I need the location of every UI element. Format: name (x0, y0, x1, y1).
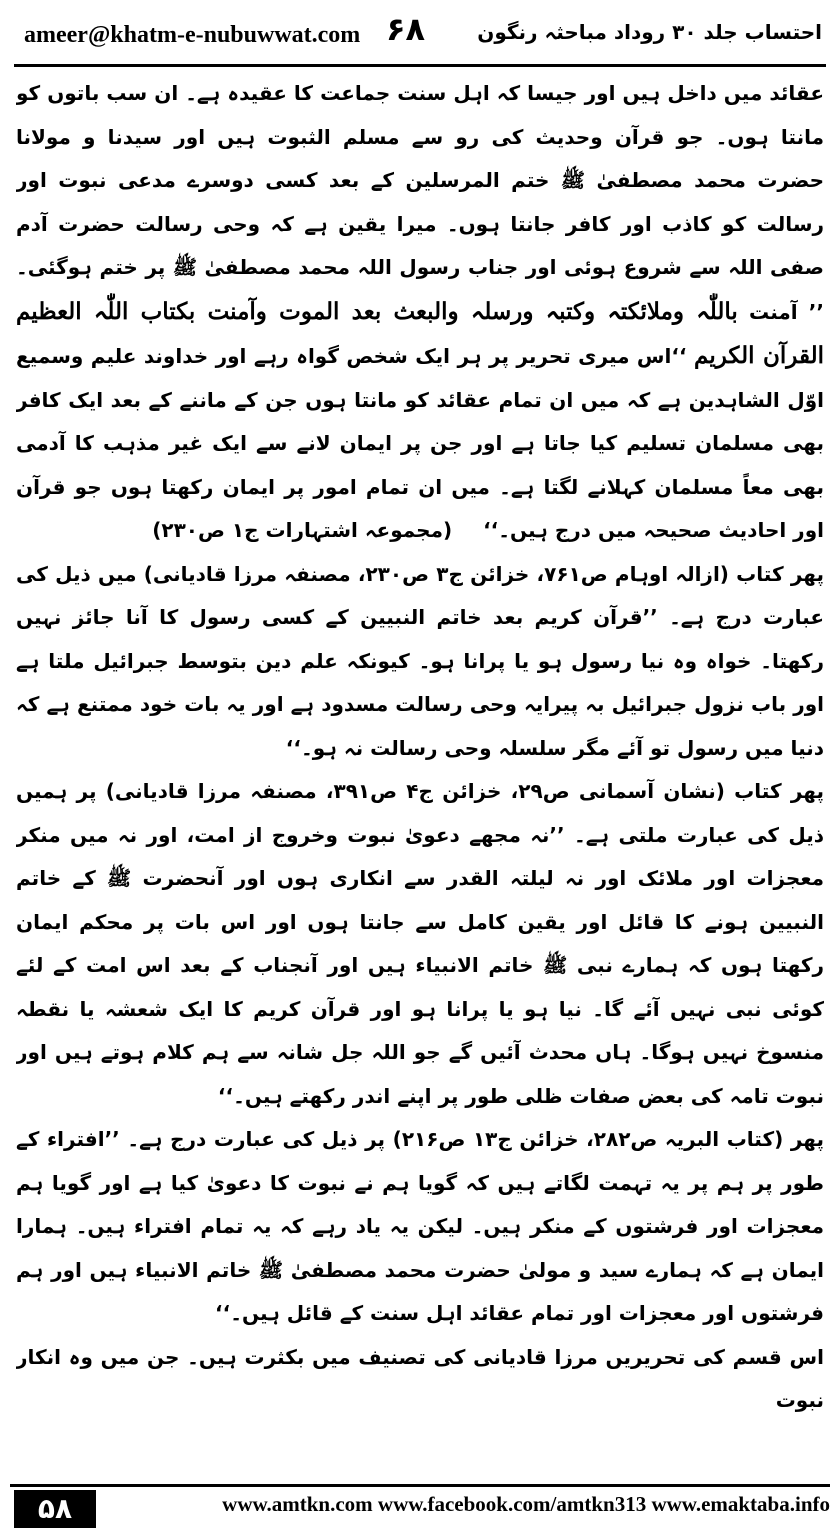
paragraph-1 (16, 72, 824, 553)
header-email: ameer@khatm-e-nubuwwat.com (24, 22, 361, 48)
footer-page-number: ۵۸ (14, 1490, 96, 1528)
paragraph-5: اس قسم کی تحریریں مرزا قادیانی کی تصنیف میں بکثرت ہیں۔ جن میں وہ انکار نبوت (16, 1344, 824, 1412)
header-title: احتساب جلد ۳۰ روداد مباحثہ رنگون (477, 20, 822, 44)
header-page-number: ۶۸ (386, 10, 426, 48)
footer-links: www.amtkn.com www.facebook.com/amtkn313 www.emaktaba.info (222, 1492, 830, 1516)
page-body (16, 72, 824, 1468)
paragraph-1-continued: ‘‘اس میری تحریر پر ہر ایک شخص گواہ رہے اور خداوند علیم وسمیع اوّل الشاہدین ہے کہ میں ان تمام عقائد کو مانتا ہوں جن کے ماننے کے بعد ایک کافر بھی مسلمان تسلیم کیا جاتا ہے اور جن پر ایمان لانے سے ایک غیر مذہب کا آدمی بھی معاً مسلمان کہلانے لگتا ہے۔ میں ان تمام امور پر ایمان رکھتا ہوں جو قرآن اور احادیث صحیحہ میں درج ہیں۔‘‘ (16, 344, 824, 542)
paragraph-1-reference: (مجموعہ اشتہارات ج۱ ص۲۳۰) (152, 518, 453, 542)
arabic-creed: باللّٰہ وملائکتہ وکتبہ ورسلہ والبعث بعد الموت وآمنت بکتاب اللّٰہ العظیم القرآن الکریم (16, 297, 824, 369)
paragraph-4: پھر (کتاب البریہ ص۲۸۲، خزائن ج۱۳ ص۲۱۶) پر ذیل کی عبارت درج ہے۔ ’’افتراء کے طور پر ہم پر یہ تہمت لگاتے ہیں کہ گویا ہم نے نبوت کا دعویٰ کیا ہے اور گویا ہم معجزات اور فرشتوں کے منکر ہیں۔ لیکن یہ یاد رہے کہ یہ تمام افتراء ہیں۔ ہمارا ایمان ہے کہ ہمارے سید و مولیٰ حضرت محمد مصطفیٰ ﷺ خاتم الانبیاء ہیں اور ہم فرشتوں اور معجزات اور تمام عقائد اہل سنت کے قائل ہیں۔‘‘ (16, 1127, 824, 1325)
paragraph-3: پھر کتاب (نشان آسمانی ص۲۹، خزائن ج۴ ص۳۹۱، مصنفہ مرزا قادیانی) پر ہمیں ذیل کی عبارت ملتی ہے۔ ’’نہ مجھے دعویٰ نبوت وخروج از امت، اور نہ میں منکر معجزات اور ملائک اور نہ لیلتہ القدر سے انکاری ہوں اور آنحضرت ﷺ کے خاتم النبیین ہونے کا قائل اور یقین کامل سے جانتا ہوں اور اس بات پر محکم ایمان رکھتا ہوں کہ ہمارے نبی ﷺ خاتم الانبیاء ہیں اور آنجناب کے بعد اس امت کے لئے کوئی نبی نہیں آئے گا۔ نیا ہو یا پرانا ہو اور قرآن کریم کا ایک شعشہ یا نقطہ منسوخ نہیں ہوگا۔ ہاں محدث آئیں گے جو اللہ جل شانہ سے ہم کلام ہوتے ہیں اور نبوت تامہ کی بعض صفات ظلی طور پر اپنے اندر رکھتے ہیں۔‘‘ (16, 779, 824, 1108)
page-footer (10, 1484, 830, 1530)
paragraph-2: پھر کتاب (ازالہ اوہام ص۷۶۱، خزائن ج۳ ص۲۳۰، مصنفہ مرزا قادیانی) میں ذیل کی عبارت درج ہے۔ ’’قرآن کریم بعد خاتم النبیین کے کسی رسول کا آنا جائز نہیں رکھتا۔ خواہ وہ نیا رسول ہو یا پرانا ہو۔ کیونکہ علم دین بتوسط جبرائیل ملتا ہے اور باب نزول جبرائیل بہ پیرایہ وحی رسالت مسدود ہے اور یہ بات خود ممتنع ہے کہ دنیا میں رسول تو آئے مگر سلسلہ وحی رسالت نہ ہو۔‘‘ (16, 561, 824, 760)
page-header (14, 8, 826, 67)
footer-divider (10, 1484, 830, 1487)
paragraph-1-text: عقائد میں داخل ہیں اور جیسا کہ اہل سنت جماعت کا عقیدہ ہے۔ ان سب باتوں کو مانتا ہوں۔ جو قرآن وحدیث کی رو سے مسلم الثبوت ہیں اور سیدنا و مولانا حضرت محمد مصطفیٰ ﷺ ختم المرسلین کے بعد کسی دوسرے مدعی نبوت اور رسالت کو کاذب اور کافر جانتا ہوں۔ میرا یقین ہے کہ وحی رسالت حضرت آدم صفی اللہ سے شروع ہوئی اور جناب رسول اللہ محمد مصطفیٰ ﷺ پر ختم ہوگئی۔ ’’ آمنت (16, 81, 824, 324)
